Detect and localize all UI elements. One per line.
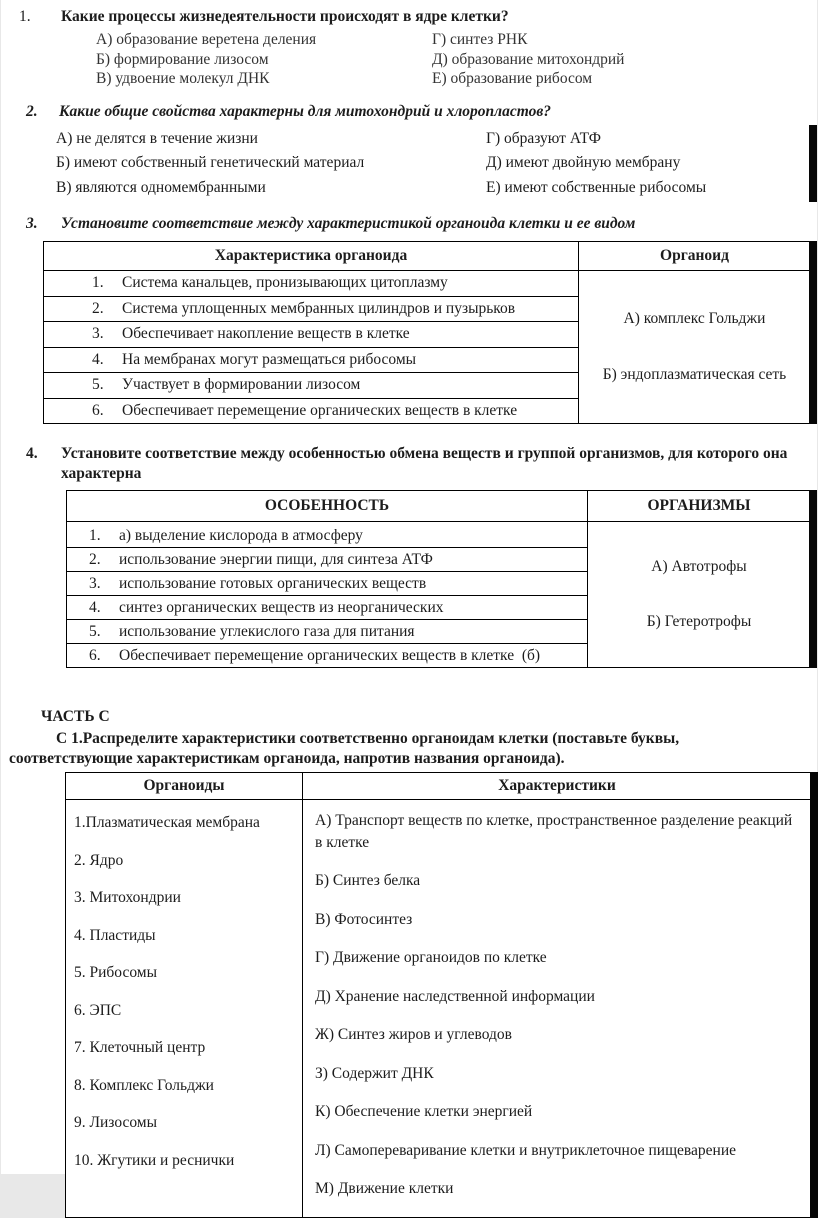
characteristic-item: З) Содержит ДНК [315, 1064, 434, 1082]
row-number: 5. [89, 623, 101, 640]
worksheet-page [1, 0, 817, 1197]
table-row [67, 620, 587, 644]
question-4-number: 4. [26, 445, 38, 462]
q3-col2-header: Органоид [578, 242, 810, 270]
option-row [96, 50, 817, 70]
part-c-heading: ЧАСТЬ С [41, 708, 110, 725]
option-row [96, 30, 817, 50]
question-2-number: 2. [26, 102, 38, 120]
characteristics-column [302, 800, 811, 1217]
q3-answer-a: А) комплекс Гольджи [623, 309, 766, 327]
q3-table-body [44, 271, 810, 423]
table-row [67, 524, 587, 548]
row-number: 3. [92, 325, 104, 342]
q4-features-column [67, 522, 587, 667]
q1-option-b: Б) формирование лизосом [96, 50, 269, 68]
row-text: использование энергии пищи, для синтеза АТФ [119, 551, 433, 568]
scan-artifact-bar [809, 241, 817, 424]
organoid-item: 2. Ядро [74, 851, 124, 869]
q3-characteristics-column [44, 271, 578, 423]
q3-answer-b: Б) эндоплазматическая сеть [602, 366, 787, 384]
part-c-col2-header: Характеристики [302, 773, 811, 799]
question-3-title: Установите соответствие между характеристикой органоида клетки и ее видом [61, 215, 636, 232]
q2-option-g: Г) образуют АТФ [486, 129, 602, 147]
characteristic-item: М) Движение клетки [315, 1180, 454, 1197]
q1-option-v: В) удвоение молекул ДНК [96, 70, 270, 87]
q4-organisms-column [587, 522, 810, 667]
table-row [44, 297, 578, 323]
organoid-item: 10. Жгутики и реснички [74, 1151, 235, 1169]
organoid-item: 1.Плазматическая мембрана [74, 814, 260, 831]
q4-matching-table [66, 490, 811, 668]
q4-table-body [67, 522, 810, 667]
q1-option-g: Г) синтез РНК [432, 31, 528, 48]
q4-table-header [67, 491, 810, 522]
q1-option-a: А) образование веретена деления [96, 31, 317, 48]
row-number: 4. [92, 350, 104, 368]
row-number: 4. [89, 599, 101, 616]
question-2-options [1, 127, 817, 201]
question-4-head [1, 444, 817, 483]
characteristic-item: Л) Самопереваривание клетки и внутриклеточное пищеварение [315, 1141, 737, 1159]
row-number: 5. [92, 376, 104, 393]
question-2-title: Какие общие свойства характерны для митохондрий и хлоропластов? [59, 102, 552, 120]
characteristic-item: Г) Движение органоидов по клетке [315, 949, 547, 966]
organoid-item: 8. Комплекс Гольджи [74, 1076, 214, 1094]
scan-artifact-bar [809, 490, 817, 668]
q3-matching-table [43, 241, 811, 424]
q1-option-d: Д) образование митохондрий [432, 50, 625, 68]
row-text: а) выделение кислорода в атмосферу [119, 527, 363, 544]
q4-col2-header: ОРГАНИЗМЫ [587, 491, 810, 521]
option-row [56, 127, 817, 152]
part-c-table [65, 772, 812, 1218]
characteristic-item: К) Обеспечение клетки энергией [315, 1103, 533, 1120]
table-row [44, 271, 578, 297]
organoid-item: 6. ЭПС [74, 1001, 122, 1019]
option-row [96, 69, 817, 89]
option-row [56, 151, 817, 176]
part-c-intro [9, 729, 809, 768]
row-number: 3. [89, 575, 101, 592]
row-number: 2. [92, 299, 104, 317]
organoid-item: 7. Клеточный центр [74, 1039, 206, 1056]
q3-table-header [44, 242, 810, 271]
table-row [44, 373, 578, 399]
organoid-item: 5. Рибосомы [74, 964, 157, 981]
question-1 [1, 0, 817, 89]
q2-option-a: А) не делятся в течение жизни [56, 129, 258, 147]
q1-option-e: Е) образование рибосом [432, 70, 593, 87]
row-number: 1. [92, 274, 104, 291]
part-c-col1-header: Органоиды [143, 777, 225, 794]
q4-answer-a: А) Автотрофы [651, 558, 747, 576]
question-4-title: Установите соответствие между особенностью обмена веществ и группой организмов, для которого она характерна [61, 445, 788, 482]
row-text: На мембранах могут размещаться рибосомы [122, 350, 417, 368]
question-3-number: 3. [26, 215, 38, 232]
table-row [67, 572, 587, 596]
table-row [44, 322, 578, 348]
characteristic-item: Д) Хранение наследственной информации [315, 987, 595, 1005]
part-c-table-header [66, 773, 811, 800]
organoid-item: 3. Митохондрии [74, 889, 181, 906]
row-number: 6. [89, 647, 101, 664]
q4-col1-header: ОСОБЕННОСТЬ [264, 497, 390, 514]
part-c-intro-line2: соответствующие характеристикам органоида, напротив названия органоида). [9, 749, 565, 767]
row-number: 2. [89, 551, 101, 568]
q3-organoid-column [578, 271, 810, 423]
question-4 [1, 444, 817, 668]
characteristic-item: А) Транспорт веществ по клетке, пространственное разделение реакций в клетке [315, 812, 793, 851]
option-row [56, 176, 817, 201]
question-2 [1, 102, 817, 201]
part-c-table-body [66, 800, 811, 1217]
table-row [67, 644, 587, 667]
q2-option-d: Д) имеют двойную мембрану [486, 154, 681, 171]
organoids-column [66, 800, 302, 1217]
table-row [67, 548, 587, 572]
table-row [67, 596, 587, 620]
row-text: Система уплощенных мембранных цилиндров и пузырьков [122, 299, 516, 317]
q2-option-v: В) являются одномембранными [56, 178, 266, 196]
characteristic-item: Б) Синтез белка [315, 872, 421, 889]
organoid-item: 9. Лизосомы [74, 1114, 158, 1131]
scan-artifact-bar [810, 772, 818, 1218]
question-3 [1, 214, 817, 424]
scan-artifact-bar [809, 125, 817, 203]
question-1-title: Какие процессы жизнедеятельности происходят в ядре клетки? [61, 8, 509, 25]
organoid-item: 4. Пластиды [74, 926, 156, 944]
table-row [44, 399, 578, 424]
row-text: Обеспечивает накопление веществ в клетке [122, 325, 410, 342]
row-text: Участвует в формировании лизосом [122, 376, 361, 393]
characteristic-item: Ж) Синтез жиров и углеводов [315, 1026, 512, 1043]
row-text: Система канальцев, пронизывающих цитоплазму [122, 274, 448, 291]
row-number: 1. [89, 527, 101, 544]
part-c [1, 708, 817, 1218]
q3-col1-header: Характеристика органоида [214, 247, 408, 264]
question-1-options [96, 30, 817, 89]
characteristic-item: В) Фотосинтез [315, 910, 413, 928]
row-text: синтез органических веществ из неорганических [119, 599, 444, 616]
row-text: использование углекислого газа для питания [119, 623, 415, 640]
part-c-intro-line1: С 1.Распределите характеристики соответственно органоидам клетки (поставьте буквы, [56, 730, 680, 747]
row-text: Обеспечивает перемещение органических веществ в клетке (б) [119, 647, 541, 664]
row-text: использование готовых органических веществ [119, 575, 427, 592]
question-1-number: 1. [19, 8, 31, 25]
q4-answer-b: Б) Гетеротрофы [646, 612, 752, 630]
row-text: Обеспечивает перемещение органических веществ в клетке [122, 401, 518, 419]
table-row [44, 348, 578, 374]
q2-option-e: Е) имеют собственные рибосомы [486, 178, 707, 196]
row-number: 6. [92, 401, 104, 419]
question-3-head [1, 214, 817, 234]
question-2-head [1, 102, 817, 122]
q2-option-b: Б) имеют собственный генетический материал [56, 154, 365, 171]
question-1-head [1, 7, 817, 27]
